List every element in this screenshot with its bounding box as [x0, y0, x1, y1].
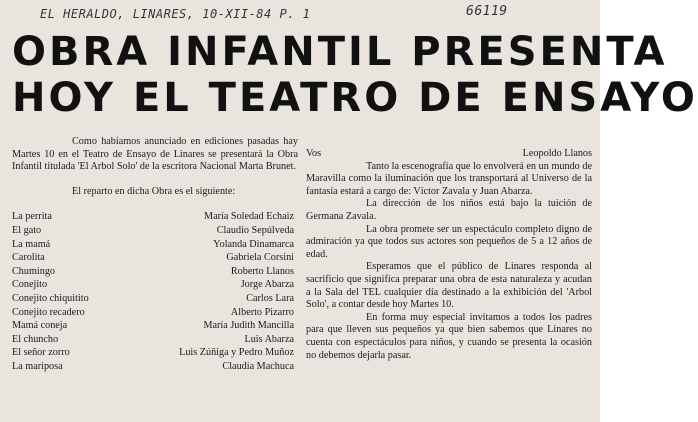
right-paragraph-4: Esperamos que el público de Linares responda al sacrificio que significa preparar una obra de esta naturaleza y acudan a la Sala del TEL cualquier día destinado a la exhibición del 'Arbol Solo', a contar desde hoy Martes 10. [306, 261, 592, 311]
cast-actor: Carlos Lara [246, 292, 294, 304]
cast-row [12, 210, 298, 224]
cast-role: Mamá coneja [12, 320, 68, 332]
cast-role: El chuncho [12, 333, 59, 345]
cast-actor: Yolanda Dinamarca [213, 238, 294, 250]
cast-actor: Jorge Abarza [240, 279, 294, 291]
voices-actor: Leopoldo Llanos [522, 148, 592, 159]
cast-row [12, 292, 298, 306]
cast-role: Conejito chiquitito [12, 292, 89, 304]
headline-line-1: OBRA INFANTIL PRESENTA [12, 29, 668, 75]
cast-row [12, 346, 298, 360]
headline-line-2: HOY EL TEATRO DE ENSAYO [12, 75, 698, 121]
cast-role: El señor zorro [12, 347, 70, 359]
right-paragraph-5: En forma muy especial invitamos a todos los padres para que lleven sus pequeños ya que bien sabemos que Linares no cuenta con espectáculos para niños, y cuando se presenta la ocasión no debemos dejarla pasar. [306, 311, 592, 361]
cast-row [12, 265, 298, 279]
handwritten-archive-number: 66119 [466, 4, 508, 19]
left-paragraph-2: El reparto en dicha Obra es el siguiente: [72, 185, 236, 197]
right-paragraph-1: Tanto la escenografía que lo envolverá en un mundo de Maravilla como la iluminación que los transportará al Universo de la fantasía estará a cargo de: Víctor Zavala y Juan Abarza. [306, 160, 592, 197]
cast-row [12, 319, 298, 333]
cast-actor: Alberto Pizarro [230, 306, 294, 318]
cast-row [12, 278, 298, 292]
cast-row [12, 251, 298, 265]
cast-role: La mariposa [12, 360, 63, 372]
cast-role: Carolita [12, 252, 45, 264]
cast-role: La perrita [12, 211, 52, 223]
right-column [306, 148, 592, 362]
cast-role: Conejito recadero [12, 306, 85, 318]
cast-actor: María Soledad Echaiz [204, 211, 294, 223]
cast-role: El gato [12, 224, 42, 236]
voices-credit [306, 148, 592, 161]
cast-list [12, 210, 298, 373]
cast-row [12, 224, 298, 238]
cast-row [12, 238, 298, 252]
cast-actor: Roberto Llanos [230, 265, 294, 277]
cast-row [12, 360, 298, 374]
voices-role: Vos [306, 148, 322, 159]
cast-row [12, 333, 298, 347]
cast-actor: Gabriela Corsini [226, 252, 294, 264]
cast-actor: Claudia Machuca [222, 360, 294, 372]
right-paragraph-2: La dirección de los niños está bajo la tuición de Germana Zavala. [306, 198, 592, 222]
left-column [12, 136, 298, 374]
cast-actor: María Judith Mancilla [203, 320, 294, 332]
cast-actor: Luis Zúñiga y Pedro Muñoz [179, 347, 294, 359]
cast-actor: Luis Abarza [244, 333, 294, 345]
right-paragraph-3: La obra promete ser un espectáculo completo digno de admiración ya que todos sus actores son pequeños de 5 a 12 años de edad. [306, 223, 592, 260]
cast-role: Conejito [12, 279, 48, 291]
handwritten-source-note: EL HERALDO, LINARES, 10-XII-84 P. 1 [40, 7, 311, 21]
cast-role: La mamá [12, 238, 51, 250]
cast-actor: Claudio Sepúlveda [216, 224, 294, 236]
left-paragraph-1: Como habíamos anunciado en ediciones pasadas hay Martes 10 en el Teatro de Ensayo de Linares se presentará la Obra Infantil titulada 'El Arbol Solo' de la escritora Nacional Marta Brunet. [12, 136, 298, 173]
cast-row [12, 306, 298, 320]
cast-role: Chumingo [12, 265, 56, 277]
